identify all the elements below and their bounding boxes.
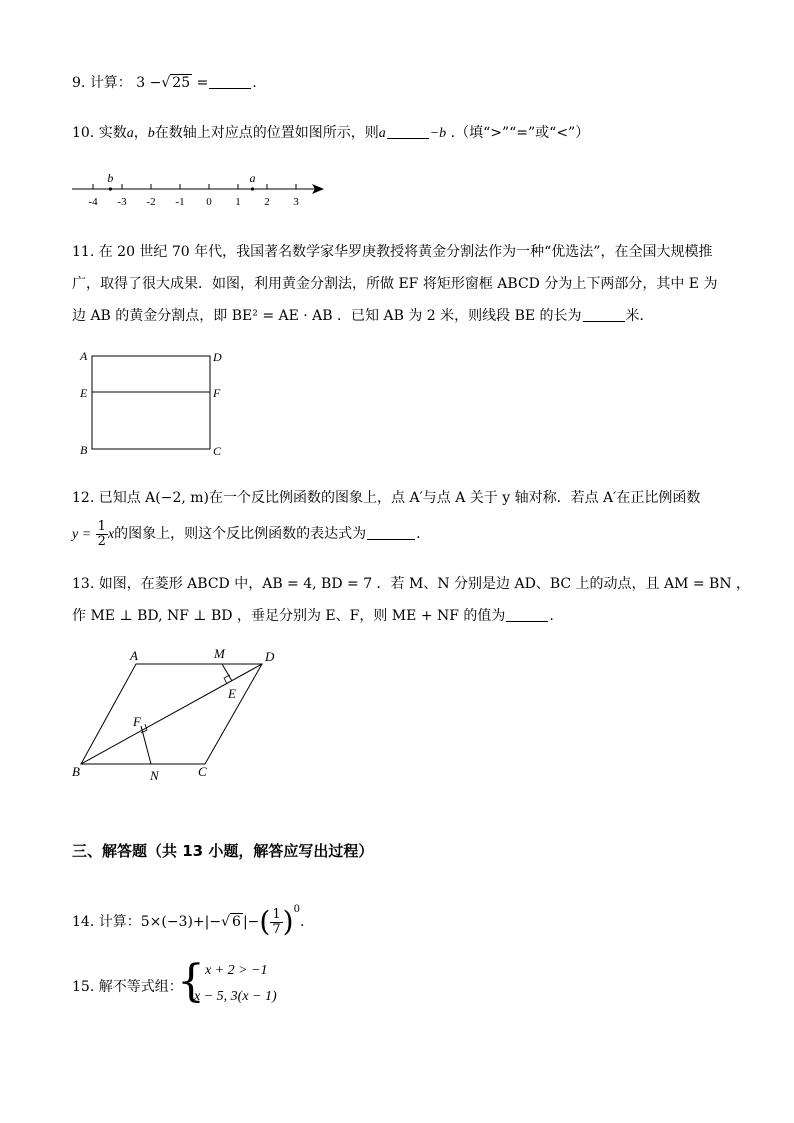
q11-text3b: 米．	[625, 308, 654, 324]
rectangle-figure	[76, 346, 236, 460]
q14-end: .	[299, 914, 305, 930]
q10-text2: 在数轴上对应点的位置如图所示，则	[154, 125, 379, 141]
q15-prefix: 解不等式组：	[98, 979, 183, 995]
q11-text3: 边 AB 的黄金分割点，即 BE² = AE · AB ．已知 AB 为 2 米，则线段 BE 的长为	[72, 308, 582, 324]
label-f: F	[133, 714, 141, 729]
q13-text2: 作 ME ⊥ BD, NF ⊥ BD ，垂足分别为 E、F，则 ME + NF 的值为	[72, 608, 506, 624]
q13-end: .	[549, 608, 554, 624]
q15-number: 15.	[72, 979, 95, 995]
number-line-ticks	[88, 184, 299, 208]
q9-expr: 3 −	[136, 75, 162, 91]
q13-line1	[72, 575, 750, 593]
tick-label: -3	[117, 196, 127, 208]
q13-text1: 如图，在菱形 ABCD 中，AB = 4, BD = 7 ．若 M、N 分别是边 AD、BC 上的动点，且 AM = BN ，	[98, 576, 751, 592]
tick-label: -4	[88, 196, 98, 208]
label-e: E	[80, 386, 88, 400]
q10-var-b: b	[147, 126, 155, 141]
q14-frac-num: 1	[272, 906, 281, 922]
q14-fraction	[270, 908, 282, 937]
sqrt-icon: √	[161, 75, 171, 91]
q13-answer-blank[interactable]	[506, 607, 548, 622]
label-e: E	[228, 686, 236, 701]
q12-frac-den: 2	[97, 533, 106, 549]
label-d: D	[213, 350, 222, 364]
q9	[72, 74, 257, 92]
tick-label: 3	[293, 196, 299, 208]
q9-answer-blank[interactable]	[209, 74, 251, 89]
sqrt-icon: √	[221, 914, 231, 930]
q14-expr: 5×(−3)+|−	[140, 914, 222, 930]
q10-hint: .（填“>”“=”或“<”）	[450, 125, 590, 141]
label-n: N	[150, 768, 159, 783]
q12-frac-num: 1	[97, 518, 106, 534]
segment-me	[222, 664, 232, 681]
number-line	[66, 168, 336, 210]
q12-fraction	[96, 520, 108, 549]
label-m: M	[214, 646, 225, 661]
q11-line2: 广，取得了很大成果．如图，利用黄金分割法，所做 EF 将矩形窗框 ABCD 分为上下两部分，其中 E 为	[72, 276, 718, 292]
q12-y-eq: y =	[72, 527, 92, 542]
tick-label: -1	[175, 196, 185, 208]
q11-number: 11.	[72, 244, 95, 260]
q13-number: 13.	[72, 576, 95, 592]
left-paren: (	[259, 905, 271, 938]
label-d: D	[265, 649, 275, 664]
section-heading: 三、解答题（共 13 小题，解答应写出过程）	[72, 842, 374, 860]
q11-line3	[72, 307, 654, 325]
q14-radicand: 6	[232, 914, 241, 930]
q10-neg-b: −b	[429, 126, 447, 141]
q15-row1: x + 2 > −1	[205, 963, 268, 978]
q14	[72, 893, 304, 939]
q11-text1: 在 20 世纪 70 年代，我国著名数学家华罗庚教授将黄金分割法作为一种“优选法”，在全国大规模推	[98, 244, 713, 260]
point-a	[251, 187, 254, 190]
tick-label: 2	[264, 196, 270, 208]
q12-line1	[72, 489, 700, 507]
q12-number: 12.	[72, 490, 95, 506]
rhombus-figure	[64, 642, 294, 788]
q12-x: x	[107, 527, 115, 542]
q9-equals: =	[196, 75, 209, 91]
label-b: B	[72, 764, 80, 779]
tick-label: 1	[235, 196, 241, 208]
rect-abcd	[92, 356, 210, 449]
q10-var-a2: a	[378, 126, 386, 141]
q12-end: .	[416, 526, 421, 542]
q14-expr2: |−	[242, 914, 260, 930]
label-f: F	[213, 386, 221, 400]
segment-nf	[141, 726, 151, 764]
q15-row2: x − 5, 3(x − 1)	[194, 989, 277, 1004]
label-a: A	[130, 648, 138, 663]
q9-number: 9.	[72, 75, 86, 91]
q10-text1: 实数	[98, 125, 127, 141]
left-brace-icon: {	[177, 956, 205, 1007]
q11-line1	[72, 243, 712, 261]
tick-label: -2	[146, 196, 156, 208]
label-a: A	[80, 349, 88, 363]
q12-text1: 已知点 A(−2, m)在一个反比例函数的图象上，点 A′与点 A 关于 y 轴对称．若点 A′在正比例函数	[98, 490, 701, 506]
q14-power: 0	[293, 904, 300, 915]
tick-label: 0	[206, 196, 212, 208]
right-paren: )	[282, 905, 294, 938]
q9-prefix: 计算：	[89, 75, 132, 91]
label-c: C	[213, 444, 222, 458]
q13-line2	[72, 607, 554, 625]
q10-comma: ，	[133, 125, 148, 141]
point-a-label: a	[249, 171, 256, 185]
q10-number: 10.	[72, 125, 95, 141]
q14-number: 14.	[72, 914, 95, 930]
q9-radicand: 25	[172, 75, 191, 91]
q10-var-a: a	[126, 126, 134, 141]
q12-line2	[72, 517, 421, 552]
point-b	[109, 187, 112, 190]
q12-text2: 的图象上，则这个反比例函数的表达式为	[114, 526, 367, 542]
q15	[72, 978, 183, 996]
q14-frac-den: 7	[272, 921, 281, 937]
label-b: B	[80, 443, 88, 457]
point-b-label: b	[107, 171, 114, 185]
q9-end: .	[252, 75, 257, 91]
label-c: C	[198, 764, 207, 779]
q14-prefix: 计算：	[98, 914, 141, 930]
q10	[72, 124, 589, 143]
q10-answer-blank[interactable]	[387, 124, 429, 139]
q12-answer-blank[interactable]	[367, 525, 415, 540]
q11-answer-blank[interactable]	[583, 307, 625, 322]
